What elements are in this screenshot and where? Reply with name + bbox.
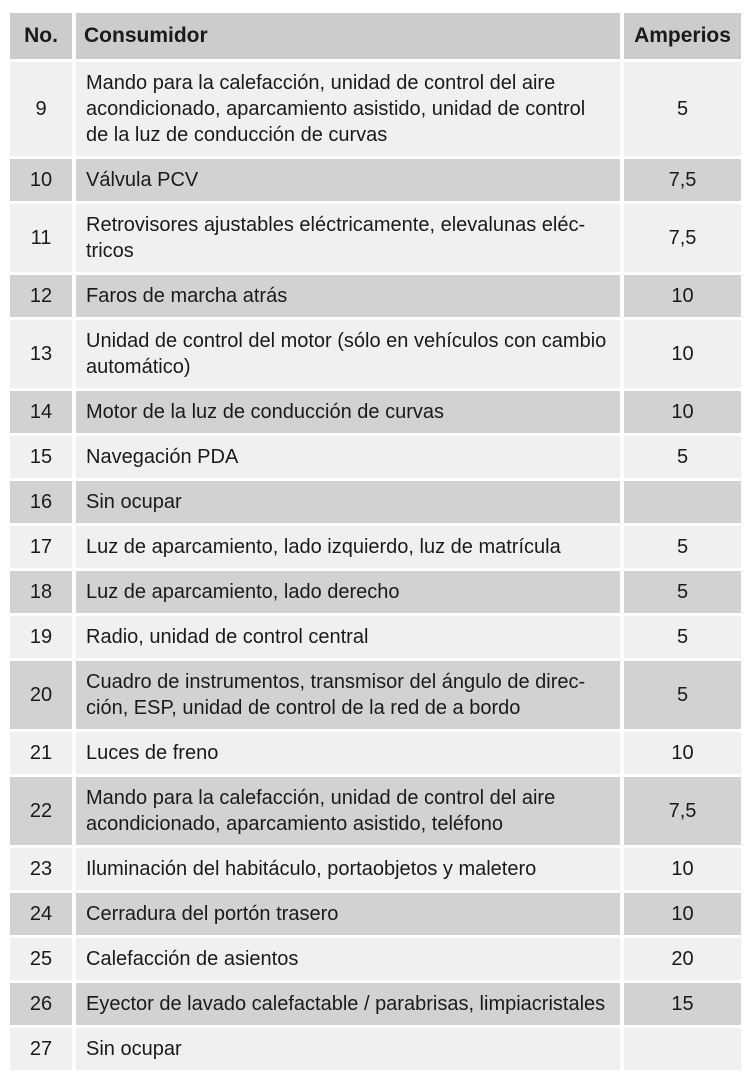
amperage-value (624, 481, 741, 523)
fuse-number: 17 (10, 526, 72, 568)
amperage-value: 5 (624, 436, 741, 478)
fuse-number: 13 (10, 320, 72, 388)
table-row (10, 616, 741, 658)
fuse-number: 12 (10, 275, 72, 317)
table-row (10, 777, 741, 845)
fuse-number: 10 (10, 159, 72, 201)
amperage-value: 10 (624, 320, 741, 388)
table-row (10, 571, 741, 613)
table-row (10, 159, 741, 201)
table-row (10, 526, 741, 568)
fuse-number: 23 (10, 848, 72, 890)
table-row (10, 661, 741, 729)
table-row (10, 204, 741, 272)
table-row (10, 436, 741, 478)
fuse-number: 19 (10, 616, 72, 658)
consumer-description: Radio, unidad de control central (76, 616, 620, 658)
consumer-description: Luz de aparcamiento, lado derecho (76, 571, 620, 613)
consumer-description: Mando para la calefacción, unidad de control del aire acondicionado, aparcamiento asistido, unidad de control de la luz de conducción de curvas (76, 62, 620, 156)
fuse-number: 20 (10, 661, 72, 729)
fuse-number: 15 (10, 436, 72, 478)
fuse-number: 22 (10, 777, 72, 845)
amperage-value: 7,5 (624, 777, 741, 845)
consumer-description: Calefacción de asientos (76, 938, 620, 980)
consumer-description: Navegación PDA (76, 436, 620, 478)
fuse-number: 21 (10, 732, 72, 774)
amperage-value: 15 (624, 983, 741, 1025)
table-row (10, 938, 741, 980)
amperage-value: 5 (624, 526, 741, 568)
table-row (10, 1028, 741, 1070)
consumer-description: Cuadro de instrumentos, transmisor del ángulo de dirección, ESP, unidad de control de la red de a bordo (76, 661, 620, 729)
amperage-value: 10 (624, 391, 741, 433)
table-row (10, 275, 741, 317)
consumer-description: Motor de la luz de conducción de curvas (76, 391, 620, 433)
consumer-description: Cerradura del portón trasero (76, 893, 620, 935)
amperage-value: 7,5 (624, 204, 741, 272)
table-row (10, 481, 741, 523)
table-row (10, 62, 741, 156)
amperage-value: 5 (624, 616, 741, 658)
fuse-number: 26 (10, 983, 72, 1025)
table-row (10, 320, 741, 388)
consumer-description: Sin ocupar (76, 481, 620, 523)
consumer-description: Unidad de control del motor (sólo en vehículos con cambio automático) (76, 320, 620, 388)
fuse-number: 16 (10, 481, 72, 523)
table-row (10, 391, 741, 433)
amperage-value: 5 (624, 571, 741, 613)
consumer-description: Eyector de lavado calefactable / parabrisas, limpiacristales (76, 983, 620, 1025)
column-header-amperios: Amperios (624, 13, 741, 59)
amperage-value: 5 (624, 62, 741, 156)
fuse-number: 11 (10, 204, 72, 272)
consumer-description: Luces de freno (76, 732, 620, 774)
table-row (10, 893, 741, 935)
column-header-consumidor: Consumidor (76, 13, 620, 59)
amperage-value: 10 (624, 732, 741, 774)
consumer-description: Sin ocupar (76, 1028, 620, 1070)
table-row (10, 848, 741, 890)
table-row (10, 983, 741, 1025)
fuse-number: 14 (10, 391, 72, 433)
amperage-value: 20 (624, 938, 741, 980)
amperage-value: 10 (624, 275, 741, 317)
fuse-number: 24 (10, 893, 72, 935)
header-row (10, 13, 741, 59)
consumer-description: Retrovisores ajustables eléctricamente, elevalunas eléctricos (76, 204, 620, 272)
amperage-value: 10 (624, 848, 741, 890)
amperage-value: 5 (624, 661, 741, 729)
table-header (10, 13, 741, 59)
consumer-description: Válvula PCV (76, 159, 620, 201)
amperage-value (624, 1028, 741, 1070)
consumer-description: Luz de aparcamiento, lado izquierdo, luz de matrícula (76, 526, 620, 568)
column-header-no: No. (10, 13, 72, 59)
consumer-description: Faros de marcha atrás (76, 275, 620, 317)
consumer-description: Iluminación del habitáculo, portaobjetos y maletero (76, 848, 620, 890)
table-row (10, 732, 741, 774)
fuse-assignment-table (6, 10, 745, 1073)
table-body (10, 62, 741, 1070)
fuse-number: 18 (10, 571, 72, 613)
fuse-number: 25 (10, 938, 72, 980)
amperage-value: 10 (624, 893, 741, 935)
amperage-value: 7,5 (624, 159, 741, 201)
consumer-description: Mando para la calefacción, unidad de control del aire acondicionado, aparcamiento asistido, teléfono (76, 777, 620, 845)
fuse-number: 27 (10, 1028, 72, 1070)
fuse-number: 9 (10, 62, 72, 156)
